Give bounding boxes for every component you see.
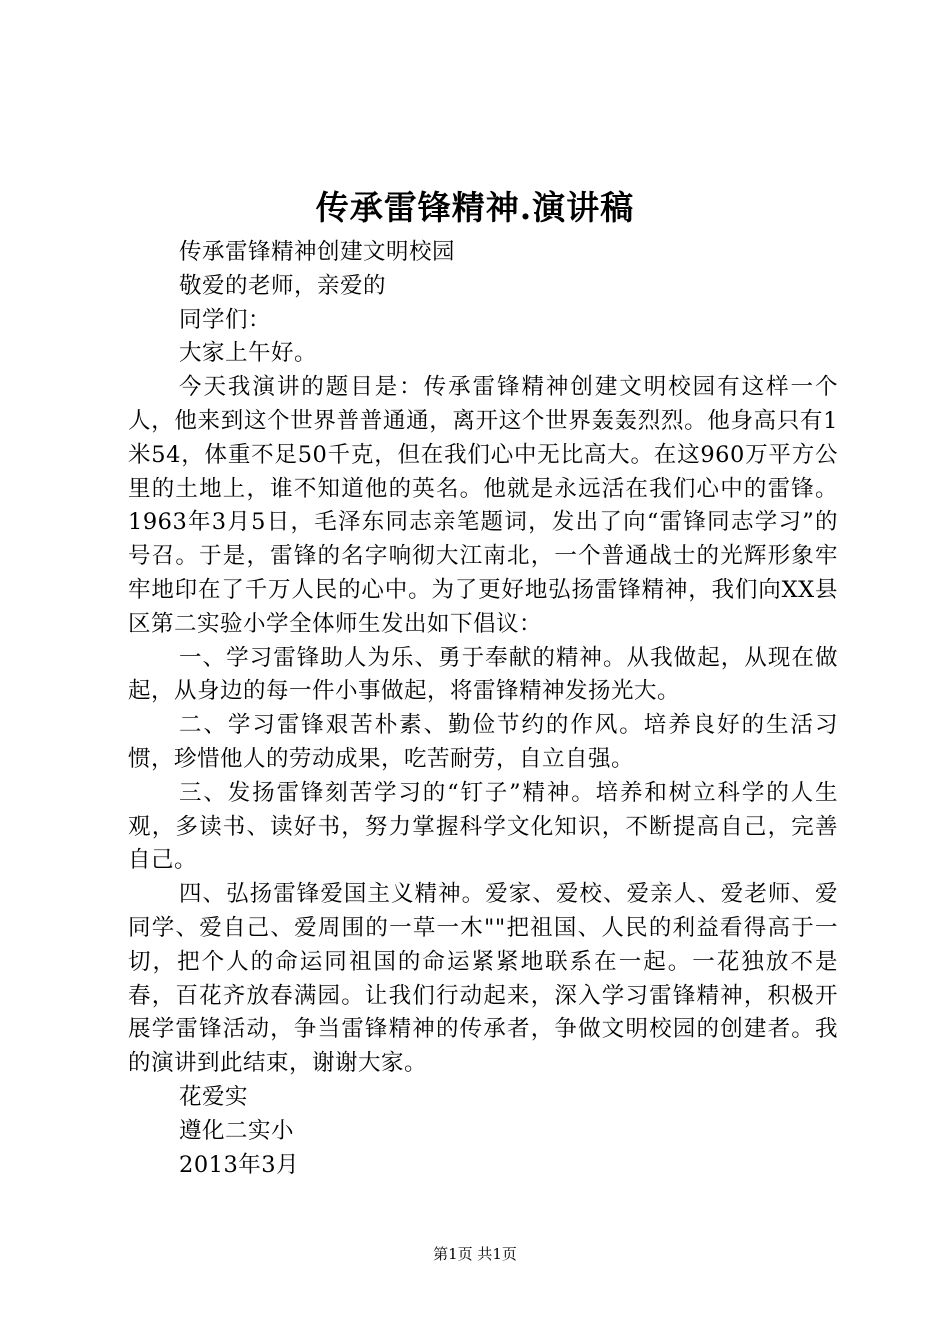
paragraph-intro: 今天我演讲的题目是：传承雷锋精神创建文明校园有这样一个人，他来到这个世界普普通通，离开这个世界轰轰烈烈。他身高只有1米54，体重不足50千克，但在我们心中无比高大。在这960万平方公里的土地上，谁不知道他的英名。他就是永远活在我们心中的雷锋。1963年3月5日，毛泽东同志亲笔题词，发出了向“雷锋同志学习”的号召。于是，雷锋的名字响彻大江南北，一个普通战士的光辉形象牢牢地印在了千万人民的心中。为了更好地弘扬雷锋精神，我们向XX县区第二实验小学全体师生发出如下倡议： xyxy=(128,374,838,637)
page-footer: 第1页 共1页 xyxy=(433,1245,517,1263)
paragraph-proposal-3: 三、发扬雷锋刻苦学习的“钉子”精神。培养和树立科学的人生观，多读书、读好书，努力掌握科学文化知识，不断提高自己，完善自己。 xyxy=(128,779,838,874)
signature-name: 花爱实 xyxy=(179,1083,249,1110)
paragraph-proposal-4: 四、弘扬雷锋爱国主义精神。爱家、爱校、爱亲人、爱老师、爱同学、爱自己、爱周围的一草一木""把祖国、人民的利益看得高于一切，把个人的命运同祖国的命运紧紧地联系在一起。一花独放不是春，百花齐放春满园。让我们行动起来，深入学习雷锋精神，积极开展学雷锋活动，争当雷锋精神的传承者，争做文明校园的创建者。我的演讲到此结束，谢谢大家。 xyxy=(128,881,838,1077)
signature-school: 遵化二实小 xyxy=(179,1117,295,1144)
salutation-line-1: 敬爱的老师，亲爱的 xyxy=(179,272,387,299)
subtitle-line: 传承雷锋精神创建文明校园 xyxy=(179,239,456,265)
document-body xyxy=(128,236,838,1182)
paragraph-proposal-2: 二、学习雷锋艰苦朴素、勤俭节约的作风。培养良好的生活习惯，珍惜他人的劳动成果，吃苦耐劳，自立自强。 xyxy=(128,712,838,772)
salutation-line-2: 同学们： xyxy=(179,306,272,333)
document-title: 传承雷锋精神.演讲稿 xyxy=(315,188,635,227)
greeting-line: 大家上午好。 xyxy=(179,340,318,367)
paragraph-proposal-1: 一、学习雷锋助人为乐、勇于奉献的精神。从我做起，从现在做起，从身边的每一件小事做起，将雷锋精神发扬光大。 xyxy=(128,644,838,705)
signature-date: 2013年3月 xyxy=(179,1151,300,1178)
